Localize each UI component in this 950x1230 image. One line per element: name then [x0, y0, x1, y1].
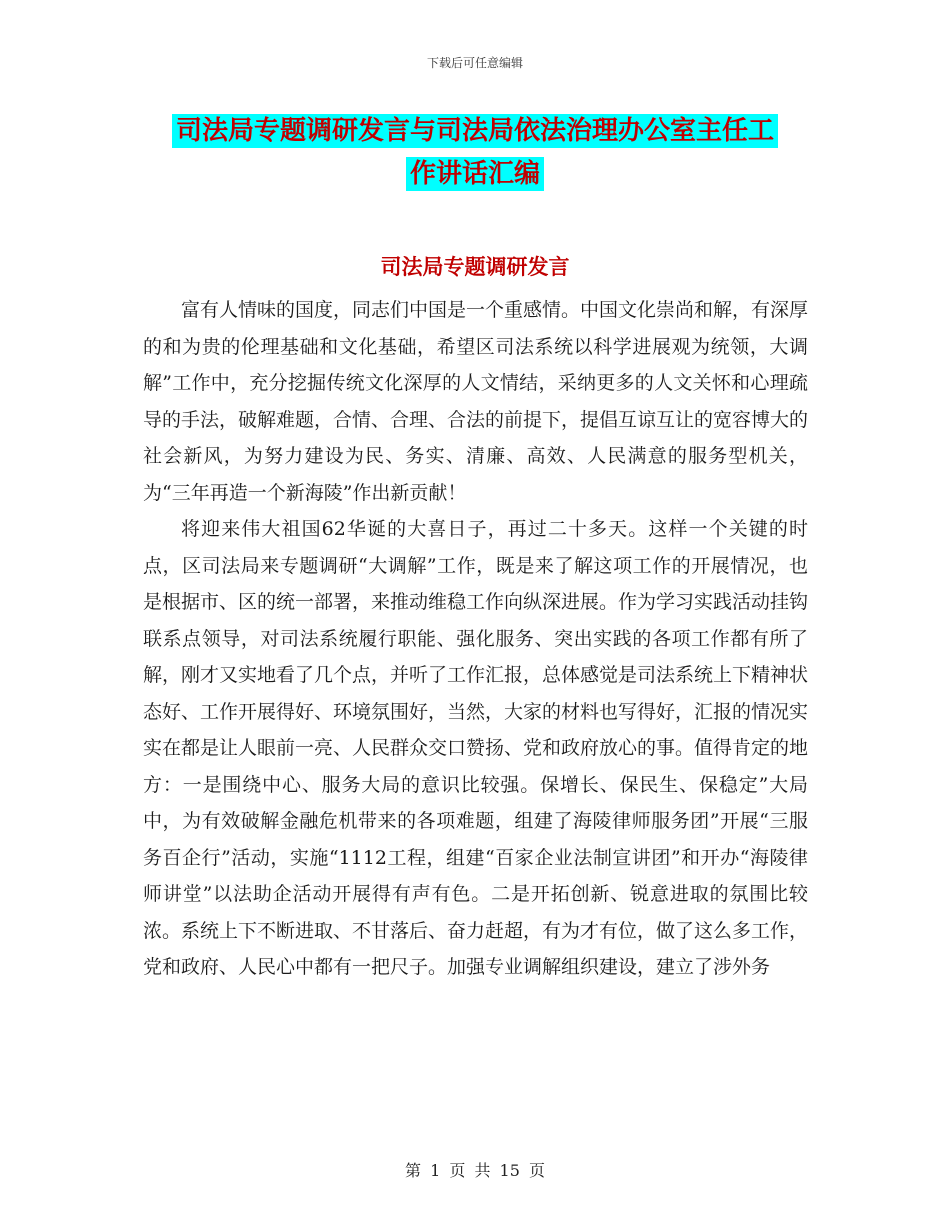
body-paragraph: 富有人情味的国度，同志们中国是一个重感情。中国文化崇尚和解，有深厚的和为贵的伦理基础和文化基础，希望区司法系统以科学进展观为统领，大调解”工作中，充分挖掘传统文化深厚的人文情结，采纳更多的人文关怀和心理疏导的手法，破解难题，合情、合理、合法的前提下，提倡互谅互让的宽容博大的社会新风，为努力建设为民、务实、清廉、高效、人民满意的服务型机关，为“三年再造一个新海陵”作出新贡献！ [143, 299, 809, 504]
document-body [143, 292, 808, 986]
document-title-text-2: 作讲话汇编 [406, 157, 544, 191]
page-header-note: 下载后可任意编辑 [426, 56, 523, 70]
document-title-text-1: 司法局专题调研发言与司法局依法治理办公室主任工 [172, 114, 778, 148]
section-title: 司法局专题调研发言 [380, 255, 570, 279]
document-title-line-2 [0, 157, 950, 191]
document-title-line-1 [0, 114, 950, 148]
body-paragraph: 将迎来伟大祖国62华诞的大喜日子，再过二十多天。这样一个关键的时点，区司法局来专题调研“大调解”工作，既是来了解这项工作的开展情况，也是根据市、区的统一部署，来推动维稳工作向纵深进展。作为学习实践活动挂钩联系点领导，对司法系统履行职能、强化服务、突出实践的各项工作都有所了解，刚才又实地看了几个点，并听了工作汇报，总体感觉是司法系统上下精神状态好、工作开展得好、环境氛围好，当然，大家的材料也写得好，汇报的情况实实在都是让人眼前一亮、人民群众交口赞扬、党和政府放心的事。值得肯定的地方：一是围绕中心、服务大局的意识比较强。保增长、保民生、保稳定”大局中，为有效破解金融危机带来的各项难题，组建了海陵律师服务团”开展“三服务百企行”活动，实施“1112工程，组建“百家企业法制宣讲团”和开办“海陵律师讲堂”以法助企活动开展得有声有色。二是开拓创新、锐意进取的氛围比较浓。系统上下不断进取、不甘落后、奋力赶超，有为才有位，做了这么多工作，党和政府、人民心中都有一把尺子。加强专业调解组织建设，建立了涉外务 [143, 518, 809, 978]
page-footer: 第 1 页 共 15 页 [405, 1161, 545, 1180]
